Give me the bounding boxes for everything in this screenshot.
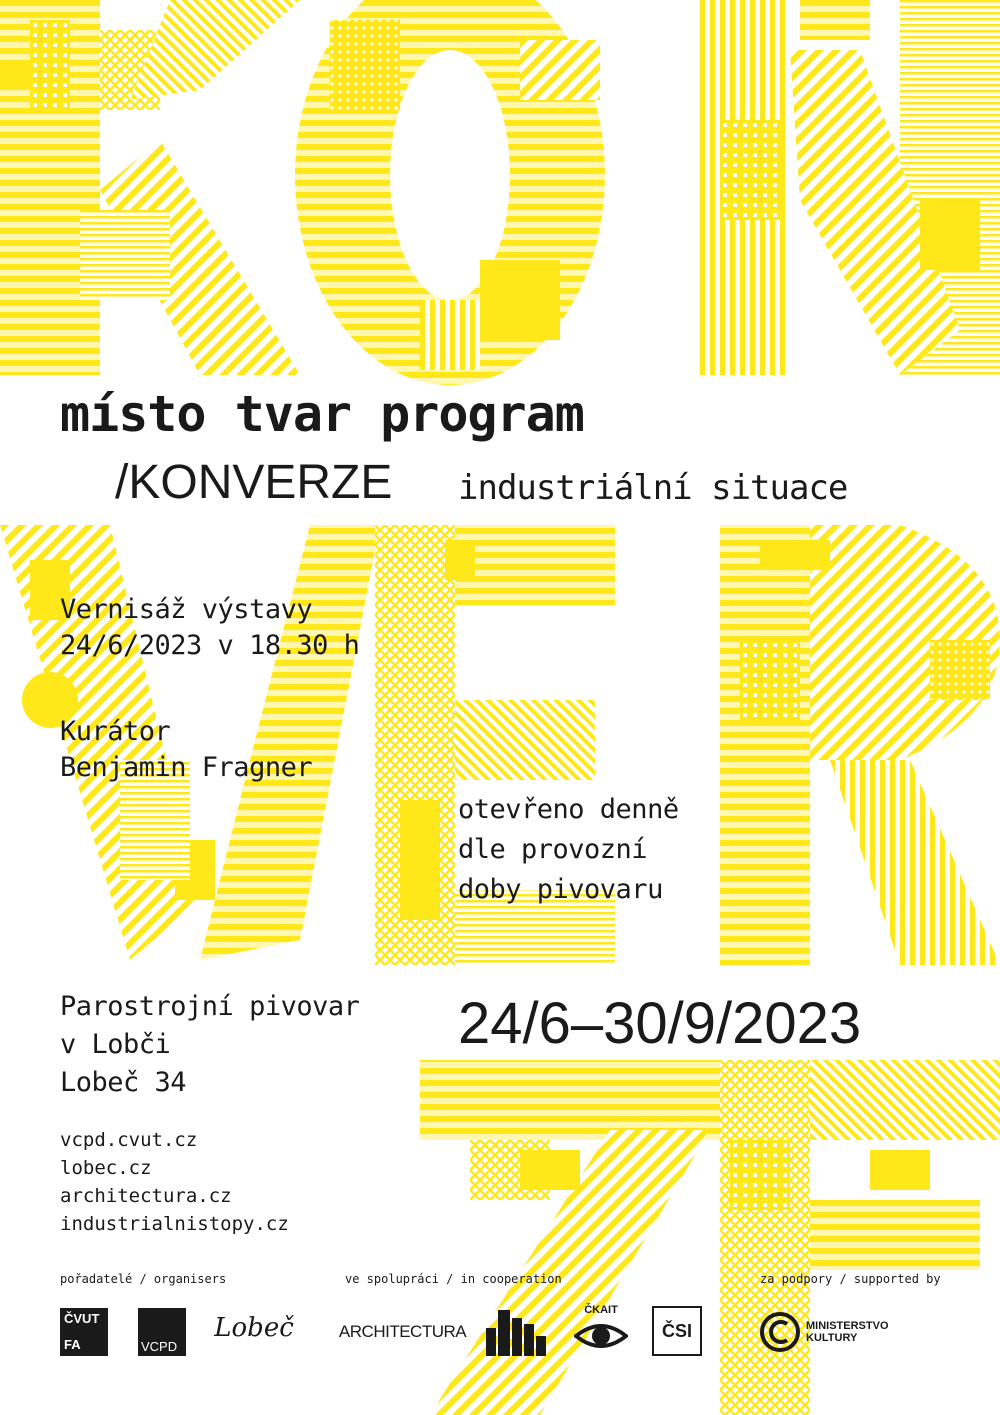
link-vcpd[interactable]: vcpd.cvut.cz — [60, 1129, 198, 1151]
opening-line-2: dle provozní — [458, 834, 648, 865]
ckait-text: ČKAIT — [584, 1304, 618, 1316]
lobec-logo — [214, 1304, 294, 1352]
curator-name: Benjamin Fragner — [60, 752, 313, 783]
venue-line-3: Lobeč 34 — [60, 1067, 187, 1098]
opening-hours — [458, 790, 679, 910]
link-lobec[interactable]: lobec.cz — [60, 1157, 152, 1179]
ministerstvo-line-1: MINISTERSTVO — [806, 1320, 889, 1332]
opening-line-1: otevřeno denně — [458, 794, 679, 825]
link-industrialnistopy[interactable]: industrialnistopy.cz — [60, 1213, 289, 1235]
opening-line-3: doby pivovaru — [458, 874, 663, 905]
curator-block — [60, 714, 312, 786]
vernisaz-label: Vernisáž výstavy — [60, 594, 313, 625]
link-architectura[interactable]: architectura.cz — [60, 1185, 232, 1207]
ministerstvo-emblem-icon — [760, 1312, 800, 1352]
ckait-emblem-icon — [574, 1316, 628, 1356]
cvut-fa-logo — [60, 1308, 108, 1356]
ministerstvo-kultury-logo — [760, 1310, 910, 1354]
venue-address — [60, 988, 359, 1102]
architectura-text: ARCHITECTURA — [338, 1322, 467, 1341]
title-line-1: místo tvar program — [60, 385, 584, 443]
subtitle: industriální situace — [458, 468, 848, 508]
vernisaz-datetime: 24/6/2023 v 18.30 h — [60, 630, 360, 661]
exhibition-dates: 24/6–30/9/2023 — [458, 991, 862, 1056]
venue-line-2: v Lobči — [60, 1029, 171, 1060]
csi-text: ČSI — [661, 1320, 692, 1341]
ministerstvo-line-2: KULTURY — [806, 1332, 858, 1344]
industrialni-stopy-logo — [486, 1306, 546, 1356]
fa-text: FA — [64, 1337, 81, 1352]
lobec-text: Lobeč — [214, 1313, 294, 1343]
vernisaz-block — [60, 592, 359, 664]
cooperation-label: ve spolupráci / in cooperation — [345, 1272, 562, 1286]
curator-label: Kurátor — [60, 716, 171, 747]
organisers-label: pořadatelé / organisers — [60, 1272, 227, 1286]
architectura-logo — [338, 1318, 467, 1346]
cvut-text: ČVUT — [64, 1311, 100, 1326]
venue-line-1: Parostrojní pivovar — [60, 991, 360, 1022]
vcpd-logo — [138, 1308, 186, 1356]
csi-logo — [652, 1306, 702, 1356]
links-list — [60, 1126, 289, 1238]
ckait-logo — [572, 1300, 630, 1360]
supported-label: za podpory / supported by — [760, 1272, 941, 1286]
title-konverze: /KONVERZE — [115, 456, 393, 509]
vcpd-text: VCPD — [141, 1339, 178, 1354]
